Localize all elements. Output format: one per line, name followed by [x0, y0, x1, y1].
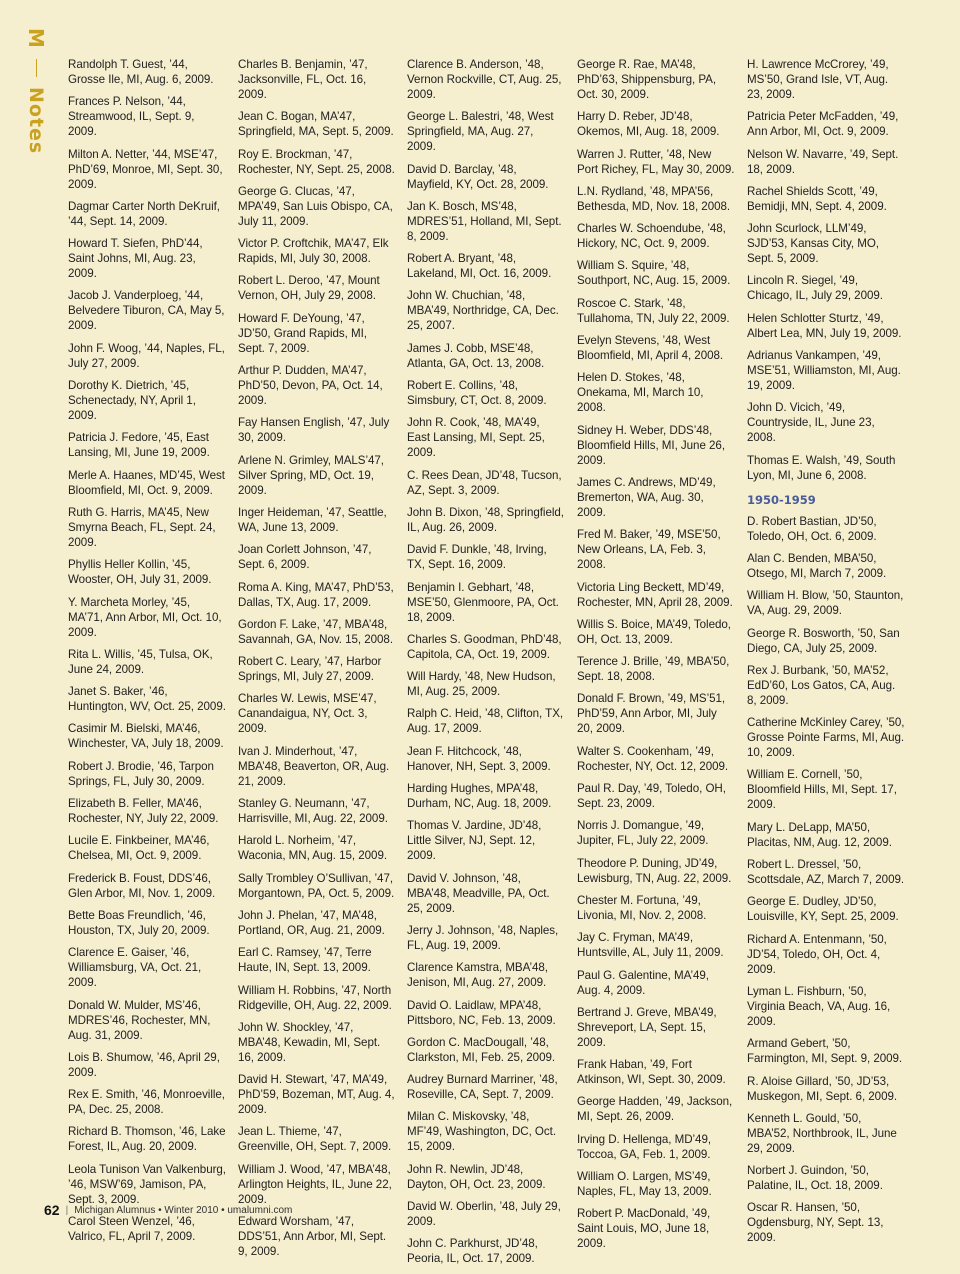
- obituary-entry: George R. Rae, MA’48, PhD’63, Shippensburg, PA, Oct. 30, 2009.: [577, 58, 717, 101]
- obituary-entry: Frances P. Nelson, ’44, Streamwood, IL, Sept. 9, 2009.: [68, 95, 195, 139]
- obituary-entry: Stanley G. Neumann, ’47, Harrisville, MI, Aug. 22, 2009.: [238, 797, 388, 826]
- obituary-entry: Fay Hansen English, ’47, July 30, 2009.: [238, 416, 390, 445]
- section-divider: [36, 59, 37, 77]
- column-5: [747, 57, 905, 1253]
- obituary-entry: Victoria Ling Beckett, MD’49, Rochester, MN, April 28, 2009.: [577, 580, 733, 609]
- obituary-entry: George Hadden, ’49, Jackson, MI, Sept. 26, 2009.: [577, 1095, 733, 1124]
- obituary-entry: Jan K. Bosch, MS’48, MDRES’51, Holland, MI, Sept. 8, 2009.: [407, 199, 562, 243]
- obituary-entry: David O. Laidlaw, MPA’48, Pittsboro, NC, Feb. 13, 2009.: [407, 998, 556, 1027]
- obituary-entry: Helen Schlotter Sturtz, ’49, Albert Lea, MN, July 19, 2009.: [747, 311, 902, 340]
- obituary-entry: Y. Marcheta Morley, ’45, MA’71, Ann Arbor, MI, Oct. 10, 2009.: [68, 595, 222, 639]
- obituary-entry: Nelson W. Navarre, ’49, Sept. 18, 2009.: [747, 147, 899, 176]
- obituary-entry: Terence J. Brille, ’49, MBA’50, Sept. 18, 2008.: [577, 655, 730, 684]
- obituary-entry: Benjamin I. Gebhart, ’48, MSE’50, Glenmoore, PA, Oct. 18, 2009.: [407, 580, 559, 624]
- obituary-entry: Donald W. Mulder, MS’46, MDRES’46, Rochester, MN, Aug. 31, 2009.: [68, 998, 211, 1042]
- obituary-entry: David W. Oberlin, ’48, July 29, 2009.: [407, 1200, 561, 1229]
- obituary-entry: Elizabeth B. Feller, MA’46, Rochester, NY, July 22, 2009.: [68, 797, 219, 826]
- obituary-entry: Roy E. Brockman, ’47, Rochester, NY, Sept. 25, 2008.: [238, 147, 395, 176]
- footer-separator: |: [65, 1204, 69, 1216]
- obituary-entry: John C. Parkhurst, JD’48, Peoria, IL, Oct. 17, 2009.: [407, 1237, 538, 1266]
- obituary-entry: William E. Cornell, ’50, Bloomfield Hills, MI, Sept. 17, 2009.: [747, 768, 897, 812]
- obituary-entry: Jerry J. Johnson, ’48, Naples, FL, Aug. 19, 2009.: [407, 923, 559, 952]
- obituary-entry: James J. Cobb, MSE’48, Atlanta, GA, Oct. 13, 2008.: [407, 341, 545, 370]
- obituary-entry: Ralph C. Heid, ’48, Clifton, TX, Aug. 17, 2009.: [407, 707, 564, 736]
- obituary-entry: H. Lawrence McCrorey, ’49, MS’50, Grand Isle, VT, Aug. 23, 2009.: [747, 58, 889, 101]
- obituary-entry: Ivan J. Minderhout, ’47, MBA’48, Beaverton, OR, Aug. 21, 2009.: [238, 744, 390, 788]
- obituary-entry: Sidney H. Weber, DDS’48, Bloomfield Hills, MI, June 26, 2009.: [577, 423, 725, 467]
- obituary-entry: Howard T. Siefen, PhD’44, Saint Johns, MI, Aug. 23, 2009.: [68, 237, 203, 281]
- footer-text: Michigan Alumnus • Winter 2010 • umalumni.com: [74, 1204, 293, 1216]
- obituary-entry: David H. Stewart, ’47, MA’49, PhD’59, Bozeman, MT, Aug. 4, 2009.: [238, 1073, 395, 1117]
- obituary-entry: William O. Largen, MS’49, Naples, FL, May 13, 2009.: [577, 1170, 712, 1199]
- obituary-entry: Robert E. Collins, ’48, Simsbury, CT, Oct. 8, 2009.: [407, 379, 547, 408]
- obituary-entry: John R. Newlin, JD’48, Dayton, OH, Oct. 23, 2009.: [407, 1162, 546, 1191]
- obituary-entry: R. Aloise Gillard, ’50, JD’53, Muskegon, MI, Sept. 6, 2009.: [747, 1074, 898, 1103]
- obituary-entry: Norris J. Domangue, ’49, Jupiter, FL, July 22, 2009.: [577, 819, 709, 848]
- obituary-entry: Frank Haban, ’49, Fort Atkinson, WI, Sept. 30, 2009.: [577, 1058, 726, 1087]
- obituary-entry: Gordon C. MacDougall, ’48, Clarkston, MI, Feb. 25, 2009.: [407, 1035, 556, 1064]
- obituary-entry: Will Hardy, ’48, New Hudson, MI, Aug. 25, 2009.: [407, 670, 556, 699]
- obituary-entry: Alan C. Benden, MBA’50, Otsego, MI, March 7, 2009.: [747, 551, 887, 580]
- obituary-entry: Donald F. Brown, ’49, MS’51, PhD’59, Ann Arbor, MI, July 20, 2009.: [577, 692, 726, 736]
- obituary-entry: Milton A. Netter, ’44, MSE’47, PhD’69, Monroe, MI, Sept. 30, 2009.: [68, 147, 223, 191]
- obituary-entry: Roma A. King, MA’47, PhD’53, Dallas, TX, Aug. 17, 2009.: [238, 580, 394, 609]
- page-footer: [44, 1202, 292, 1218]
- obituary-entry: Lois B. Shumow, ’46, April 29, 2009.: [68, 1050, 220, 1079]
- obituary-entry: George E. Dudley, JD’50, Louisville, KY, Sept. 25, 2009.: [747, 895, 899, 924]
- obituary-entry: Sally Trombley O’Sullivan, ’47, Morgantown, PA, Oct. 5, 2009.: [238, 871, 395, 900]
- obituary-entry: Robert C. Leary, ’47, Harbor Springs, MI, July 27, 2009.: [238, 655, 382, 684]
- column-3: [407, 57, 565, 1274]
- obituary-entry: Kenneth L. Gould, ’50, MBA’52, Northbrook, IL, June 29, 2009.: [747, 1111, 897, 1155]
- obituary-entry: D. Robert Bastian, JD’50, Toledo, OH, Oct. 6, 2009.: [747, 514, 877, 543]
- section-letter: M: [24, 28, 48, 49]
- obituary-entry: Harry D. Reber, JD’48, Okemos, MI, Aug. 18, 2009.: [577, 110, 720, 139]
- obituary-entry: Randolph T. Guest, ’44, Grosse Ile, MI, Aug. 6, 2009.: [68, 58, 214, 86]
- obituary-entry: Audrey Burnard Marriner, ’48, Roseville, CA, Sept. 7, 2009.: [407, 1073, 558, 1102]
- obituary-entry: Clarence B. Anderson, ’48, Vernon Rockville, CT, Aug. 25, 2009.: [407, 58, 562, 101]
- obituary-entry: Lucile E. Finkbeiner, MA’46, Chelsea, MI, Oct. 9, 2009.: [68, 834, 210, 863]
- obituary-entry: Merle A. Haanes, MD’45, West Bloomfield, MI, Oct. 9, 2009.: [68, 468, 225, 497]
- obituary-entry: Gordon F. Lake, ’47, MBA’48, Savannah, GA, Nov. 15, 2008.: [238, 617, 394, 646]
- obituary-entry: Arlene N. Grimley, MALS’47, Silver Spring, MD, Oct. 19, 2009.: [238, 453, 384, 497]
- obituary-entry: Roscoe C. Stark, ’48, Tullahoma, TN, July 22, 2009.: [577, 296, 730, 325]
- page-number: 62: [44, 1202, 60, 1218]
- obituary-entry: William H. Robbins, ’47, North Ridgeville, OH, Aug. 22, 2009.: [238, 983, 392, 1012]
- obituary-entry: Janet S. Baker, ’46, Huntington, WV, Oct. 25, 2009.: [68, 685, 226, 714]
- obituary-entry: Adrianus Vankampen, ’49, MSE’51, Williamston, MI, Aug. 19, 2009.: [747, 349, 901, 393]
- obituary-entry: John R. Cook, ’48, MA’49, East Lansing, MI, Sept. 25, 2009.: [407, 416, 545, 460]
- obituary-entry: Patricia J. Fedore, ’45, East Lansing, MI, June 19, 2009.: [68, 431, 210, 460]
- obituary-entry: Lincoln R. Siegel, ’49, Chicago, IL, July 29, 2009.: [747, 274, 883, 303]
- obituary-entry: John J. Phelan, ’47, MA’48, Portland, OR, Aug. 21, 2009.: [238, 908, 385, 937]
- obituary-entry: Walter S. Cookenham, ’49, Rochester, NY, Oct. 12, 2009.: [577, 744, 729, 773]
- obituary-entry: Arthur P. Dudden, MA’47, PhD’50, Devon, PA, Oct. 14, 2009.: [238, 364, 383, 408]
- column-1: [65, 57, 226, 1251]
- column-2: [238, 57, 396, 1266]
- obituary-entry: George G. Clucas, ’47, MPA’49, San Luis Obispo, CA, July 11, 2009.: [238, 184, 393, 228]
- obituary-entry: Robert L. Deroo, ’47, Mount Vernon, OH, July 29, 2008.: [238, 274, 380, 303]
- obituary-entry: Bette Boas Freundlich, ’46, Houston, TX, July 20, 2009.: [68, 908, 210, 937]
- obituary-entry: George R. Bosworth, ’50, San Diego, CA, July 25, 2009.: [747, 626, 900, 655]
- obituary-entry: William H. Blow, ’50, Staunton, VA, Aug. 29, 2009.: [747, 589, 904, 618]
- obituary-entry: Thomas V. Jardine, JD’48, Little Silver, NJ, Sept. 12, 2009.: [407, 819, 542, 863]
- obituary-entry: Robert J. Brodie, ’46, Tarpon Springs, FL, July 30, 2009.: [68, 759, 214, 788]
- obituary-entry: Jacob J. Vanderploeg, ’44, Belvedere Tiburon, CA, May 5, 2009.: [68, 289, 225, 333]
- obituary-entry: Evelyn Stevens, ’48, West Bloomfield, MI, April 4, 2008.: [577, 334, 724, 363]
- obituary-entry: Warren J. Rutter, ’48, New Port Richey, FL, May 30, 2009.: [577, 147, 735, 176]
- obituary-entry: Paul G. Galentine, MA’49, Aug. 4, 2009.: [577, 968, 709, 997]
- obituary-entry: David F. Dunkle, ’48, Irving, TX, Sept. 16, 2009.: [407, 543, 547, 572]
- obituary-entry: Norbert J. Guindon, ’50, Palatine, IL, Oct. 18, 2009.: [747, 1164, 883, 1193]
- obituary-entry: Frederick B. Foust, DDS’46, Glen Arbor, MI, Nov. 1, 2009.: [68, 871, 216, 900]
- obituary-entry: Harding Hughes, MPA’48, Durham, NC, Aug. 18, 2009.: [407, 782, 552, 811]
- obituary-entry: Charles S. Goodman, PhD’48, Capitola, CA, Oct. 19, 2009.: [407, 632, 562, 661]
- obituary-entry: Robert A. Bryant, ’48, Lakeland, MI, Oct. 16, 2009.: [407, 252, 552, 281]
- obituary-entry: Milan C. Miskovsky, ’48, MF’49, Washington, DC, Oct. 15, 2009.: [407, 1110, 556, 1154]
- obituary-entry: Clarence Kamstra, MBA’48, Jenison, MI, Aug. 27, 2009.: [407, 961, 548, 990]
- obituary-entry: L.N. Rydland, ’48, MPA’56, Bethesda, MD, Nov. 18, 2008.: [577, 184, 731, 213]
- obituary-entry: Patricia Peter McFadden, ’49, Ann Arbor, MI, Oct. 9, 2009.: [747, 110, 899, 139]
- obituary-entry: Dagmar Carter North DeKruif, ’44, Sept. 14, 2009.: [68, 199, 220, 228]
- obituary-entry: Dorothy K. Dietrich, ’45, Schenectady, NY, April 1, 2009.: [68, 379, 196, 423]
- obituary-entry: Jean C. Bogan, MA’47, Springfield, MA, Sept. 5, 2009.: [238, 110, 394, 139]
- section-title: Notes: [25, 86, 47, 155]
- obituary-entry: Rita L. Willis, ’45, Tulsa, OK, June 24, 2009.: [68, 647, 213, 676]
- obituary-entry: John Scurlock, LLM’49, SJD’53, Kansas City, MO, Sept. 5, 2009.: [747, 222, 879, 266]
- obituary-entry: Paul R. Day, ’49, Toledo, OH, Sept. 23, 2009.: [577, 782, 726, 811]
- obituary-entry: Richard B. Thomson, ’46, Lake Forest, IL, Aug. 20, 2009.: [68, 1125, 226, 1154]
- obituary-entry: John W. Shockley, ’47, MBA’48, Kewadin, MI, Sept. 16, 2009.: [238, 1020, 381, 1064]
- obituary-entry: Robert P. MacDonald, ’49, Saint Louis, MO, June 18, 2009.: [577, 1207, 711, 1251]
- obituary-entry: Armand Gebert, ’50, Farmington, MI, Sept. 9, 2009.: [747, 1037, 903, 1066]
- obituary-entry: John W. Chuchian, ’48, MBA’49, Northridge, CA, Dec. 25, 2007.: [407, 289, 559, 333]
- obituary-entry: Jean L. Thieme, ’47, Greenville, OH, Sept. 7, 2009.: [238, 1125, 392, 1154]
- obituary-entry: Bertrand J. Greve, MBA’49, Shreveport, LA, Sept. 15, 2009.: [577, 1005, 717, 1049]
- obituary-entry: David D. Barclay, ’48, Mayfield, KY, Oct. 28, 2009.: [407, 162, 549, 191]
- obituary-entry: William J. Wood, ’47, MBA’48, Arlington Heights, IL, June 22, 2009.: [238, 1162, 392, 1206]
- obituary-entry: Charles W. Schoendube, ’48, Hickory, NC, Oct. 9, 2009.: [577, 222, 726, 251]
- section-tab: [24, 28, 48, 154]
- obituary-entry: Inger Heideman, ’47, Seattle, WA, June 13, 2009.: [238, 505, 387, 534]
- obituary-entry: Robert L. Dressel, ’50, Scottsdale, AZ, March 7, 2009.: [747, 858, 905, 887]
- obituary-entry: Ruth G. Harris, MA’45, New Smyrna Beach, FL, Sept. 24, 2009.: [68, 505, 216, 549]
- obituary-entry: Edward Worsham, ’47, DDS’51, Ann Arbor, MI, Sept. 9, 2009.: [238, 1215, 387, 1259]
- obituary-entry: Rachel Shields Scott, ’49, Bemidji, MN, Sept. 4, 2009.: [747, 184, 887, 213]
- obituary-entry: Clarence E. Gaiser, ’46, Williamsburg, VA, Oct. 21, 2009.: [68, 946, 202, 990]
- obituary-entry: Charles B. Benjamin, ’47, Jacksonville, FL, Oct. 16, 2009.: [238, 58, 368, 101]
- obituary-entry: George L. Balestri, ’48, West Springfield, MA, Aug. 27, 2009.: [407, 110, 554, 154]
- obituary-entry: James C. Andrews, MD’49, Bremerton, WA, Aug. 30, 2009.: [577, 475, 716, 519]
- obituary-entry: Joan Corlett Johnson, ’47, Sept. 6, 2009.: [238, 543, 372, 572]
- obituary-entry: Jay C. Fryman, MA’49, Huntsville, AL, July 11, 2009.: [577, 931, 724, 960]
- obituary-entry: Harold L. Norheim, ’47, Waconia, MN, Aug. 15, 2009.: [238, 834, 388, 863]
- obituary-entry: C. Rees Dean, JD’48, Tucson, AZ, Sept. 3, 2009.: [407, 468, 562, 497]
- obituary-entry: Mary L. DeLapp, MA’50, Placitas, NM, Aug. 12, 2009.: [747, 820, 892, 849]
- obituary-entry: Victor P. Croftchik, MA’47, Elk Rapids, MI, July 30, 2008.: [238, 237, 389, 266]
- obituary-entry: Leola Tunison Van Valkenburg, ’46, MSW’69, Jamison, PA, Sept. 3, 2009.: [68, 1162, 226, 1206]
- obituary-entry: John D. Vicich, ’49, Countryside, IL, June 23, 2008.: [747, 401, 875, 445]
- obituary-entry: Helen D. Stokes, ’48, Onekama, MI, March 10, 2008.: [577, 371, 704, 415]
- obituary-entry: John F. Woog, ’44, Naples, FL, July 27, 2009.: [68, 341, 225, 370]
- obituary-entry: Willis S. Boice, MA’49, Toledo, OH, Oct. 13, 2009.: [577, 617, 731, 646]
- obituary-entry: Charles W. Lewis, MSE’47, Canandaigua, NY, Oct. 3, 2009.: [238, 692, 377, 736]
- obituary-entry: Howard F. DeYoung, ’47, JD’50, Grand Rapids, MI, Sept. 7, 2009.: [238, 311, 367, 355]
- obituary-entry: Fred M. Baker, ’49, MSE’50, New Orleans, LA, Feb. 3, 2008.: [577, 528, 721, 572]
- decade-heading: 1950-1959: [747, 492, 816, 507]
- obituary-entry: Chester M. Fortuna, ’49, Livonia, MI, Nov. 2, 2008.: [577, 893, 707, 922]
- obituary-entry: Lyman L. Fishburn, ’50, Virginia Beach, VA, Aug. 16, 2009.: [747, 984, 891, 1028]
- obituary-entry: Oscar R. Hansen, ’50, Ogdensburg, NY, Sept. 13, 2009.: [747, 1201, 884, 1245]
- obituary-entry: Carol Steen Wenzel, ’46, Valrico, FL, April 7, 2009.: [68, 1215, 196, 1244]
- obituary-entry: Theodore P. Duning, JD’49, Lewisburg, TN, Aug. 22, 2009.: [577, 856, 732, 885]
- obituary-entry: William S. Squire, ’48, Southport, NC, Aug. 15, 2009.: [577, 259, 731, 288]
- obituary-entry: Casimir M. Bielski, MA’46, Winchester, VA, July 18, 2009.: [68, 722, 224, 751]
- obituary-entry: Irving D. Hellenga, MD’49, Toccoa, GA, Feb. 1, 2009.: [577, 1132, 712, 1161]
- obituary-entry: Rex E. Smith, ’46, Monroeville, PA, Dec. 25, 2008.: [68, 1088, 225, 1117]
- obituary-entry: Richard A. Entenmann, ’50, JD’54, Toledo, OH, Oct. 4, 2009.: [747, 932, 887, 976]
- obituary-entry: David V. Johnson, ’48, MBA’48, Meadville, PA, Oct. 25, 2009.: [407, 871, 550, 915]
- obituary-entry: Catherine McKinley Carey, ’50, Grosse Pointe Farms, MI, Aug. 10, 2009.: [747, 716, 905, 760]
- obituary-entry: Rex J. Burbank, ’50, MA’52, EdD’60, Los Gatos, CA, Aug. 8, 2009.: [747, 663, 896, 707]
- obituary-entry: Earl C. Ramsey, ’47, Terre Haute, IN, Sept. 13, 2009.: [238, 946, 372, 975]
- obituary-entry: Phyllis Heller Kollin, ’45, Wooster, OH, July 31, 2009.: [68, 558, 212, 587]
- obituary-entry: John B. Dixon, ’48, Springfield, IL, Aug. 26, 2009.: [407, 505, 564, 534]
- obituary-entry: Thomas E. Walsh, ’49, South Lyon, MI, June 6, 2008.: [747, 453, 896, 482]
- column-4: [577, 57, 735, 1259]
- obituary-entry: Jean F. Hitchcock, ’48, Hanover, NH, Sept. 3, 2009.: [407, 744, 551, 773]
